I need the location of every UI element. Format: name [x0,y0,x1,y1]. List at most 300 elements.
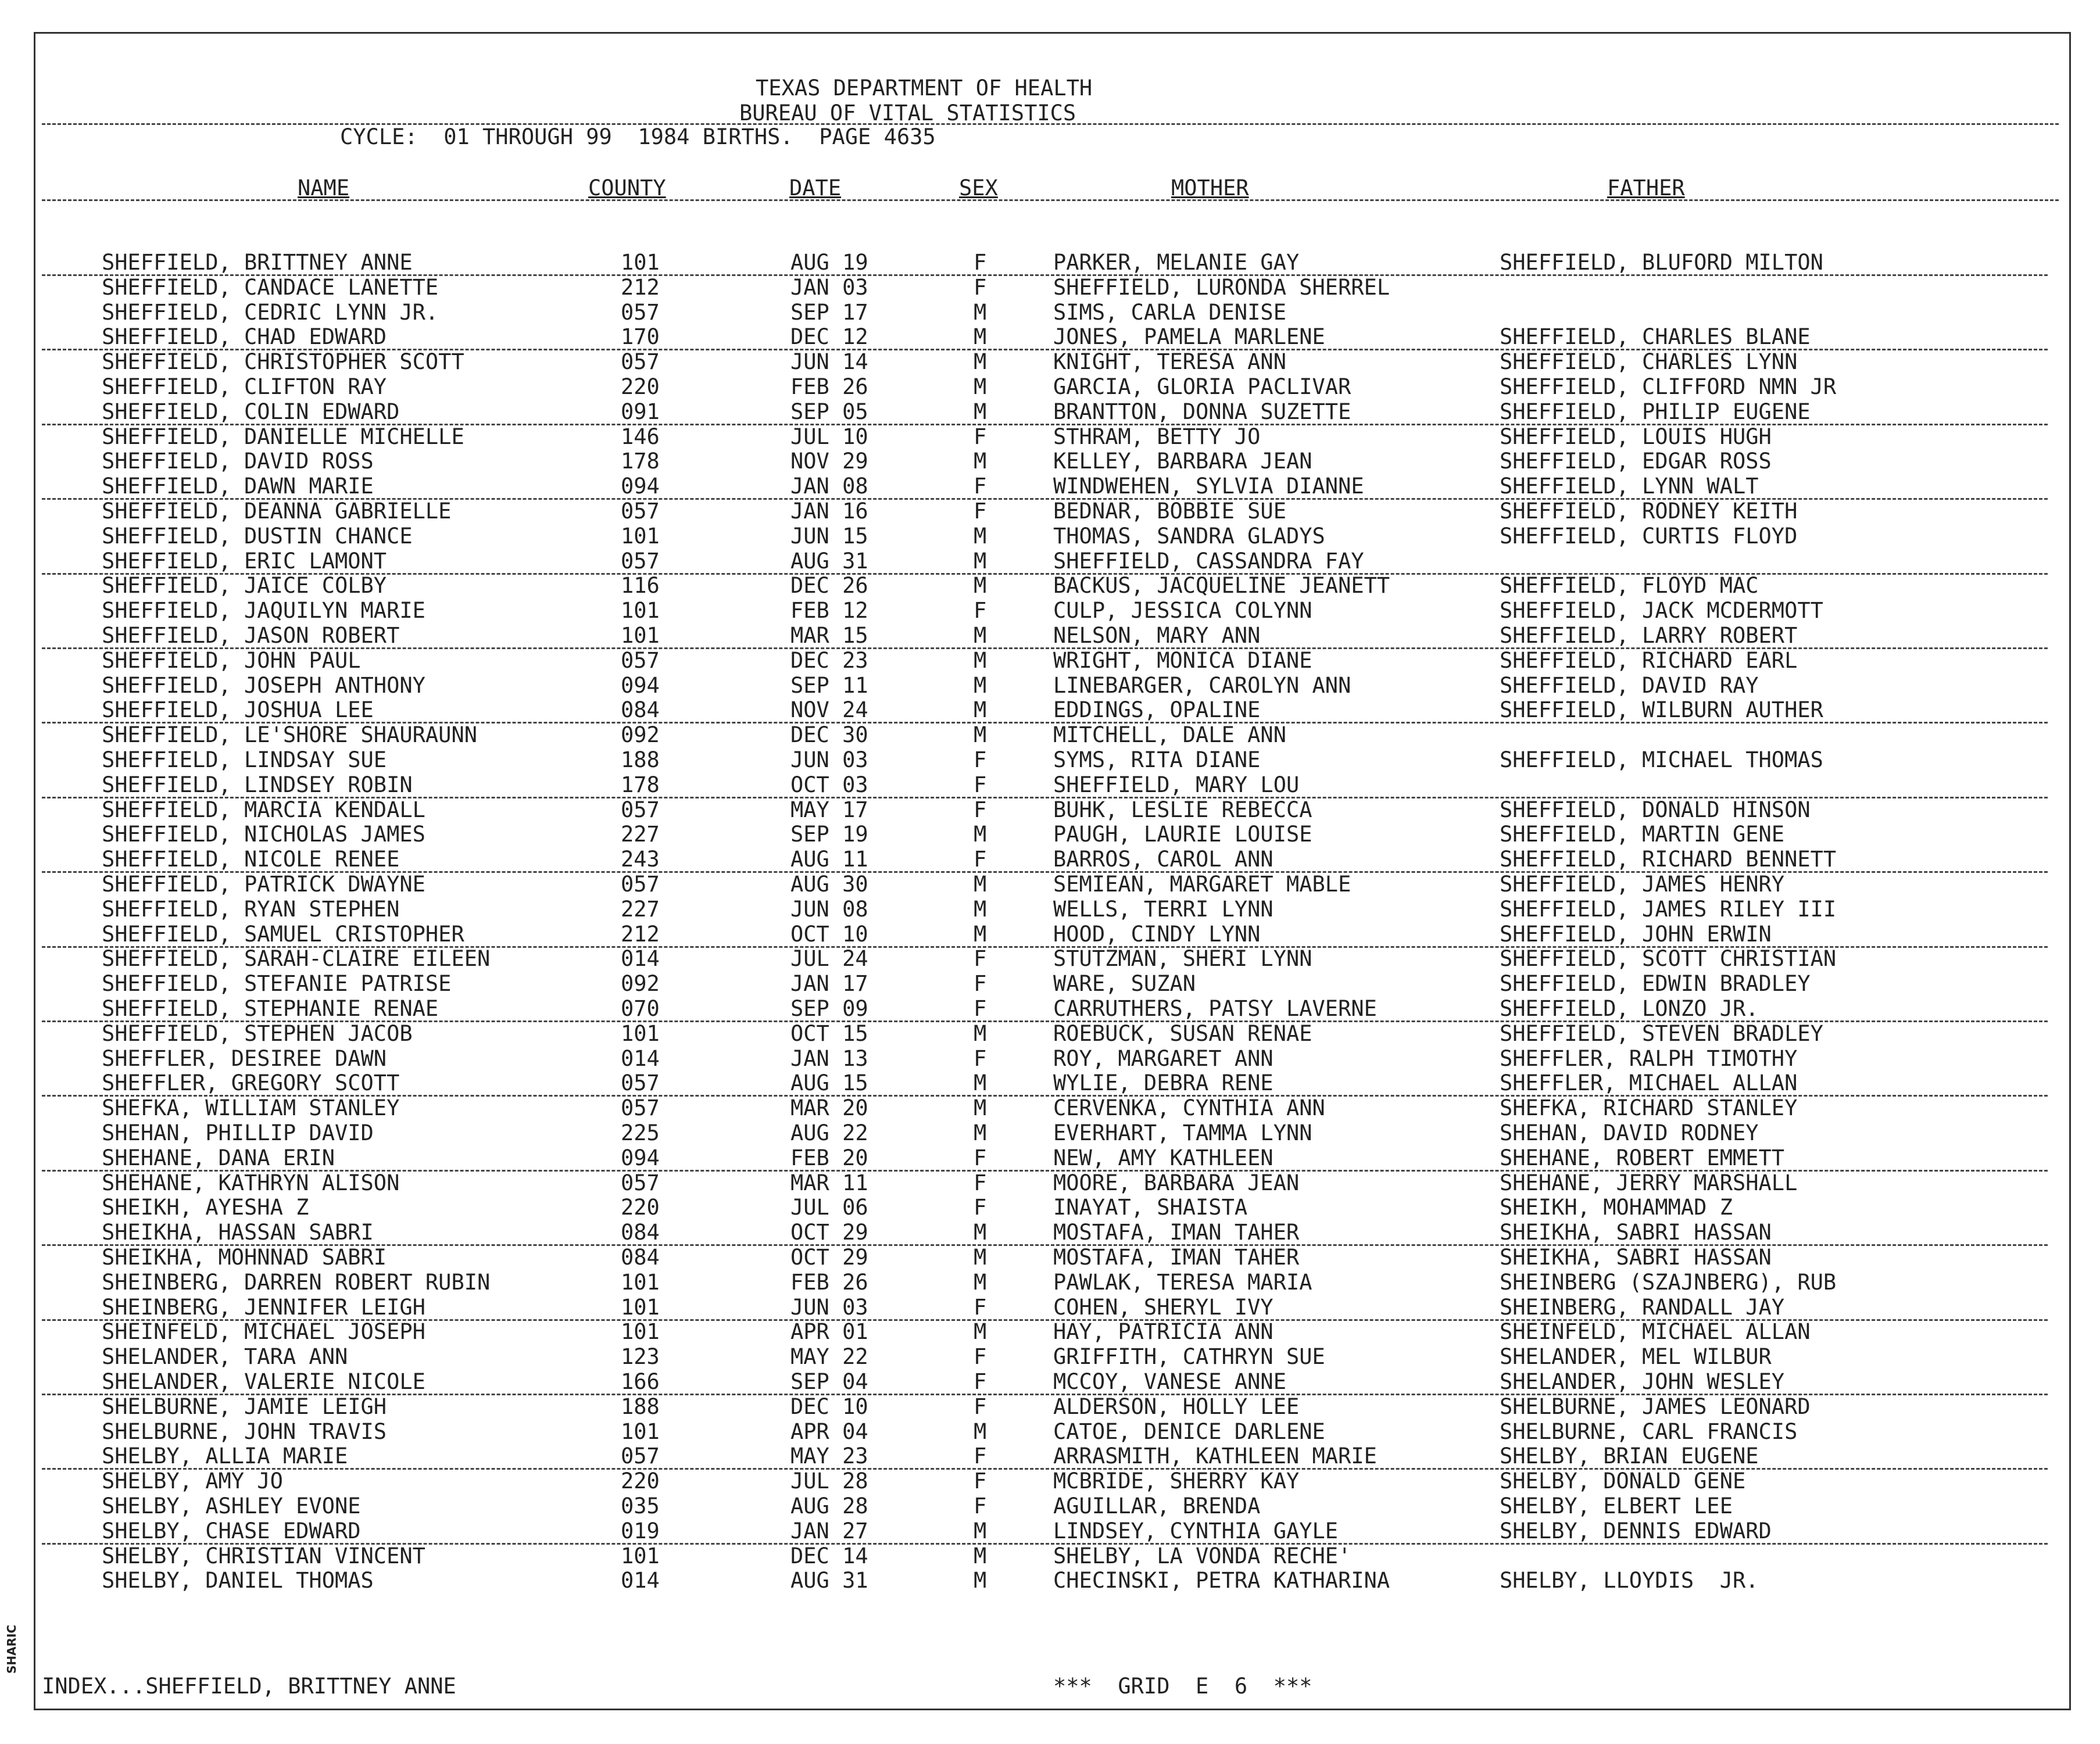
cell-date: AUG 11 [790,847,868,872]
cell-father: SHELBURNE, JAMES LEONARD [1500,1394,1811,1419]
cell-father: SHELANDER, JOHN WESLEY [1500,1369,1785,1394]
cell-name: SHEFFIELD, BRITTNEY ANNE [102,250,413,275]
cell-father: SHEFFIELD, JOHN ERWIN [1500,921,1772,947]
cell-father: SHEFFIELD, CHARLES LYNN [1500,349,1798,375]
cell-county: 116 [621,573,660,599]
cell-name: SHEIKH, AYESHA Z [102,1195,309,1220]
cell-county: 014 [621,1045,660,1071]
cell-sex: F [974,1045,987,1071]
table-row [0,922,2100,947]
cell-name: SHEHAN, PHILLIP DAVID [102,1120,374,1145]
cell-name: SHEFFIELD, STEPHANIE RENAE [102,996,439,1021]
table-row [0,374,2100,400]
cell-father: SHELBY, LLOYDIS JR. [1500,1568,1759,1593]
table-row [0,1295,2100,1320]
cell-name: SHEFFIELD, LINDSEY ROBIN [102,772,413,797]
cell-county: 188 [621,747,660,772]
cell-date: JAN 16 [790,499,868,524]
cell-mother: COHEN, SHERYL IVY [1053,1294,1273,1320]
cell-name: SHEFFIELD, MARCIA KENDALL [102,797,425,822]
table-row [0,1270,2100,1295]
table-row [0,697,2100,723]
cell-father: SHEIKH, MOHAMMAD Z [1500,1195,1733,1220]
cell-sex: F [974,797,987,822]
cell-sex: M [974,1245,987,1270]
cell-father: SHEFFIELD, CURTIS FLOYD [1500,523,1798,549]
cell-date: JAN 13 [790,1045,868,1071]
cell-father: SHEFFIELD, JAMES RILEY III [1500,896,1837,922]
cell-sex: F [974,1170,987,1195]
cell-name: SHEFKA, WILLIAM STANLEY [102,1095,400,1121]
cell-mother: PARKER, MELANIE GAY [1053,250,1300,275]
cell-father: SHEHANE, ROBERT EMMETT [1500,1145,1785,1170]
cell-sex: F [974,847,987,872]
cell-father: SHEFFIELD, EDGAR ROSS [1500,449,1772,474]
cell-sex: M [974,1120,987,1145]
table-row [0,1544,2100,1569]
cell-father: SHELBURNE, CARL FRANCIS [1500,1419,1798,1444]
cell-name: SHELANDER, TARA ANN [102,1344,348,1370]
cell-sex: F [974,996,987,1021]
cell-date: OCT 29 [790,1220,868,1245]
cell-sex: M [974,399,987,424]
cell-mother: LINDSEY, CYNTHIA GAYLE [1053,1518,1339,1544]
cell-date: JUL 28 [790,1469,868,1494]
cell-county: 092 [621,722,660,748]
cell-date: AUG 31 [790,1568,868,1593]
cell-mother: WYLIE, DEBRA RENE [1053,1070,1273,1096]
cell-father: SHEFFIELD, PHILIP EUGENE [1500,399,1811,424]
column-header-name: NAME [298,176,350,200]
cell-date: JUN 14 [790,349,868,375]
cell-date: DEC 23 [790,647,868,673]
cell-father: SHEFFIELD, MICHAEL THOMAS [1500,747,1823,772]
cell-county: 014 [621,1568,660,1593]
cell-sex: M [974,1518,987,1544]
cell-father: SHEFFIELD, EDWIN BRADLEY [1500,971,1811,997]
cell-county: 101 [621,1294,660,1320]
table-row [0,424,2100,450]
cell-mother: PAWLAK, TERESA MARIA [1053,1269,1312,1295]
cell-date: JAN 08 [790,474,868,499]
agency-title: TEXAS DEPARTMENT OF HEALTH [756,76,1093,101]
table-row [0,549,2100,574]
cell-sex: F [974,1195,987,1220]
cell-name: SHEFFIELD, PATRICK DWAYNE [102,872,425,897]
table-row [0,847,2100,872]
cell-sex: M [974,822,987,847]
cell-date: DEC 12 [790,324,868,350]
cell-name: SHEFFIELD, CHAD EDWARD [102,324,387,350]
table-row [0,349,2100,375]
cell-sex: F [974,598,987,624]
cell-sex: M [974,697,987,723]
table-row [0,648,2100,674]
cell-date: NOV 29 [790,449,868,474]
cell-mother: STHRAM, BETTY JO [1053,424,1261,449]
cell-sex: F [974,499,987,524]
cell-mother: SHELBY, LA VONDA RECHE' [1053,1543,1351,1568]
cell-county: 094 [621,474,660,499]
cell-county: 057 [621,349,660,375]
cell-date: DEC 30 [790,722,868,748]
table-row [0,797,2100,823]
cell-sex: F [974,772,987,797]
cell-county: 101 [621,1319,660,1345]
cell-sex: M [974,1543,987,1568]
cell-date: OCT 29 [790,1245,868,1270]
cell-name: SHEFFIELD, COLIN EDWARD [102,399,400,424]
cell-mother: HOOD, CINDY LYNN [1053,921,1261,947]
cell-sex: M [974,672,987,698]
table-row [0,524,2100,549]
cell-county: 101 [621,1020,660,1046]
cell-mother: WELLS, TERRI LYNN [1053,896,1273,922]
column-header-father: FATHER [1607,176,1685,200]
cell-sex: M [974,1319,987,1345]
cell-mother: WINDWEHEN, SYLVIA DIANNE [1053,474,1364,499]
cell-county: 084 [621,1245,660,1270]
cell-date: JAN 03 [790,274,868,300]
cell-county: 101 [621,1419,660,1444]
cell-sex: M [974,349,987,375]
cell-date: SEP 04 [790,1369,868,1394]
cell-father: SHEFFIELD, RODNEY KEITH [1500,499,1798,524]
table-row [0,300,2100,325]
table-row [0,1046,2100,1072]
table-row [0,1444,2100,1469]
table-row [0,673,2100,699]
cell-mother: WARE, SUZAN [1053,971,1196,997]
cell-county: 019 [621,1518,660,1544]
cell-county: 170 [621,324,660,350]
cell-county: 057 [621,299,660,325]
cell-father: SHEHANE, JERRY MARSHALL [1500,1170,1798,1195]
cell-name: SHEFFIELD, CHRISTOPHER SCOTT [102,349,464,375]
cell-county: 123 [621,1344,660,1370]
cell-date: SEP 19 [790,822,868,847]
cell-date: JAN 27 [790,1518,868,1544]
cell-mother: AGUILLAR, BRENDA [1053,1494,1261,1519]
cell-father: SHEFKA, RICHARD STANLEY [1500,1095,1798,1121]
cell-father: SHEFFIELD, DONALD HINSON [1500,797,1811,822]
cell-name: SHEINBERG, JENNIFER LEIGH [102,1294,425,1320]
cell-date: AUG 30 [790,872,868,897]
cell-county: 057 [621,499,660,524]
cell-mother: STUTZMAN, SHERI LYNN [1053,946,1312,972]
cell-mother: HAY, PATRICIA ANN [1053,1319,1273,1345]
cell-date: FEB 12 [790,598,868,624]
cell-county: 166 [621,1369,660,1394]
cell-sex: M [974,523,987,549]
cell-sex: M [974,1220,987,1245]
cell-father: SHEFFLER, RALPH TIMOTHY [1500,1045,1798,1071]
table-row [0,1220,2100,1245]
cell-county: 212 [621,274,660,300]
cell-mother: ROY, MARGARET ANN [1053,1045,1273,1071]
table-row [0,399,2100,425]
table-row [0,722,2100,748]
cell-mother: SEMIEAN, MARGARET MABLE [1053,872,1351,897]
cell-county: 091 [621,399,660,424]
cell-name: SHELBY, CHRISTIAN VINCENT [102,1543,425,1568]
cell-county: 227 [621,896,660,922]
cell-name: SHEFFIELD, SARAH-CLAIRE EILEEN [102,946,491,972]
cell-date: JUN 03 [790,1294,868,1320]
cell-father: SHELBY, DENNIS EDWARD [1500,1518,1772,1544]
cell-name: SHELANDER, VALERIE NICOLE [102,1369,425,1394]
cell-county: 220 [621,374,660,399]
cell-county: 084 [621,697,660,723]
cell-date: AUG 28 [790,1494,868,1519]
cell-county: 057 [621,1070,660,1096]
cell-county: 094 [621,672,660,698]
table-row [0,1344,2100,1370]
cell-sex: M [974,548,987,574]
cell-name: SHEFFIELD, JOSEPH ANTHONY [102,672,425,698]
table-row [0,1070,2100,1096]
cell-sex: M [974,449,987,474]
cell-name: SHEFFLER, DESIREE DAWN [102,1045,387,1071]
cell-mother: MITCHELL, DALE ANN [1053,722,1286,748]
cell-mother: BEDNAR, BOBBIE SUE [1053,499,1286,524]
cell-mother: GARCIA, GLORIA PACLIVAR [1053,374,1351,399]
table-row [0,1519,2100,1544]
table-row [0,1319,2100,1345]
cell-name: SHEFFIELD, CANDACE LANETTE [102,274,439,300]
cell-date: JUN 15 [790,523,868,549]
table-row [0,1394,2100,1420]
cell-name: SHEINBERG, DARREN ROBERT RUBIN [102,1269,491,1295]
table-row [0,1095,2100,1121]
cell-mother: INAYAT, SHAISTA [1053,1195,1248,1220]
cell-date: DEC 10 [790,1394,868,1419]
cell-mother: CERVENKA, CYNTHIA ANN [1053,1095,1325,1121]
cell-name: SHEFFIELD, DEANNA GABRIELLE [102,499,452,524]
cell-date: JUN 03 [790,747,868,772]
cell-sex: F [974,424,987,449]
cell-name: SHEHANE, DANA ERIN [102,1145,335,1170]
cell-sex: M [974,1419,987,1444]
cell-father: SHELANDER, MEL WILBUR [1500,1344,1772,1370]
column-header-mother: MOTHER [1171,176,1249,200]
cell-father: SHEFFLER, MICHAEL ALLAN [1500,1070,1798,1096]
table-row [0,872,2100,897]
cell-date: SEP 05 [790,399,868,424]
cell-father: SHEFFIELD, LONZO JR. [1500,996,1759,1021]
cell-father: SHEFFIELD, CHARLES BLANE [1500,324,1811,350]
cell-father: SHELBY, ELBERT LEE [1500,1494,1733,1519]
cell-sex: F [974,250,987,275]
cell-county: 220 [621,1469,660,1494]
cell-sex: F [974,971,987,997]
cell-name: SHEFFIELD, SAMUEL CRISTOPHER [102,921,464,947]
cell-name: SHEFFIELD, JAQUILYN MARIE [102,598,425,624]
cell-county: 212 [621,921,660,947]
table-row [0,573,2100,599]
cell-date: APR 04 [790,1419,868,1444]
table-row [0,250,2100,275]
cell-sex: F [974,1344,987,1370]
cell-sex: M [974,1568,987,1593]
cell-father: SHELBY, BRIAN EUGENE [1500,1444,1759,1469]
cell-date: AUG 19 [790,250,868,275]
cell-mother: PAUGH, LAURIE LOUISE [1053,822,1312,847]
table-row [0,623,2100,649]
cell-mother: BACKUS, JACQUELINE JEANETT [1053,573,1390,599]
table-row [0,1494,2100,1519]
cell-mother: JONES, PAMELA MARLENE [1053,324,1325,350]
cell-sex: M [974,623,987,648]
cell-county: 227 [621,822,660,847]
cell-county: 243 [621,847,660,872]
cell-name: SHEFFIELD, JOHN PAUL [102,647,361,673]
cell-name: SHEFFIELD, CLIFTON RAY [102,374,387,399]
cell-name: SHEFFIELD, JOSHUA LEE [102,697,374,723]
cell-sex: F [974,1494,987,1519]
cell-date: JUN 08 [790,896,868,922]
table-row [0,1568,2100,1593]
cell-mother: MCBRIDE, SHERRY KAY [1053,1469,1300,1494]
cell-county: 188 [621,1394,660,1419]
column-header-sex: SEX [959,176,998,200]
table-row [0,598,2100,624]
cell-name: SHEFFLER, GREGORY SCOTT [102,1070,400,1096]
cell-name: SHEFFIELD, STEFANIE PATRISE [102,971,452,997]
table-row [0,897,2100,922]
cell-sex: F [974,747,987,772]
cell-date: MAR 20 [790,1095,868,1121]
cell-mother: SHEFFIELD, MARY LOU [1053,772,1300,797]
cell-mother: ALDERSON, HOLLY LEE [1053,1394,1300,1419]
cell-date: SEP 09 [790,996,868,1021]
cell-mother: NELSON, MARY ANN [1053,623,1261,648]
cell-name: SHELBURNE, JOHN TRAVIS [102,1419,387,1444]
cell-name: SHEFFIELD, STEPHEN JACOB [102,1020,413,1046]
cell-father: SHEHAN, DAVID RODNEY [1500,1120,1759,1145]
cell-mother: GRIFFITH, CATHRYN SUE [1053,1344,1325,1370]
cell-date: MAY 22 [790,1344,868,1370]
cell-mother: BARROS, CAROL ANN [1053,847,1273,872]
cell-date: MAY 23 [790,1444,868,1469]
cell-sex: F [974,1469,987,1494]
cell-mother: ARRASMITH, KATHLEEN MARIE [1053,1444,1377,1469]
cell-county: 057 [621,548,660,574]
cell-father: SHEINFELD, MICHAEL ALLAN [1500,1319,1811,1345]
cell-name: SHELBURNE, JAMIE LEIGH [102,1394,387,1419]
cell-county: 057 [621,797,660,822]
table-row [0,1021,2100,1047]
cell-mother: BRANTTON, DONNA SUZETTE [1053,399,1351,424]
cell-name: SHELBY, CHASE EDWARD [102,1518,361,1544]
cell-name: SHEFFIELD, DAVID ROSS [102,449,374,474]
cell-father: SHEFFIELD, JAMES HENRY [1500,872,1785,897]
cell-sex: M [974,896,987,922]
cell-sex: M [974,374,987,399]
cell-date: AUG 15 [790,1070,868,1096]
table-row [0,822,2100,847]
cell-sex: M [974,1070,987,1096]
cell-mother: EVERHART, TAMMA LYNN [1053,1120,1312,1145]
cell-county: 092 [621,971,660,997]
table-row [0,1469,2100,1494]
cell-name: SHEFFIELD, DANIELLE MICHELLE [102,424,464,449]
cell-father: SHEIKHA, SABRI HASSAN [1500,1245,1772,1270]
cell-county: 101 [621,1543,660,1568]
cell-mother: EDDINGS, OPALINE [1053,697,1261,723]
cell-sex: F [974,946,987,972]
cell-sex: F [974,1294,987,1320]
cell-date: AUG 22 [790,1120,868,1145]
cell-father: SHEFFIELD, RICHARD EARL [1500,647,1798,673]
cell-county: 178 [621,449,660,474]
cell-father: SHEFFIELD, LYNN WALT [1500,474,1759,499]
table-row [0,1120,2100,1146]
cell-county: 057 [621,647,660,673]
side-tag: SHARIC [5,1624,19,1674]
cell-county: 101 [621,250,660,275]
cell-mother: MOSTAFA, IMAN TAHER [1053,1220,1300,1245]
cell-father: SHEFFIELD, BLUFORD MILTON [1500,250,1823,275]
cell-name: SHEIKHA, HASSAN SABRI [102,1220,374,1245]
cell-name: SHEIKHA, MOHNNAD SABRI [102,1245,387,1270]
cell-sex: F [974,1394,987,1419]
cell-date: DEC 26 [790,573,868,599]
cell-county: 101 [621,1269,660,1295]
cell-date: NOV 24 [790,697,868,723]
cell-county: 101 [621,523,660,549]
cell-sex: M [974,722,987,748]
cell-date: AUG 31 [790,548,868,574]
cell-mother: CHECINSKI, PETRA KATHARINA [1053,1568,1390,1593]
table-row [0,275,2100,300]
cell-county: 084 [621,1220,660,1245]
cell-county: 014 [621,946,660,972]
cell-mother: LINEBARGER, CAROLYN ANN [1053,672,1351,698]
cell-mother: ROEBUCK, SUSAN RENAE [1053,1020,1312,1046]
grid-footer: *** GRID E 6 *** [1053,1674,1312,1699]
cell-county: 101 [621,598,660,624]
column-header-date: DATE [789,176,842,200]
cell-father: SHEINBERG, RANDALL JAY [1500,1294,1785,1320]
table-row [0,971,2100,997]
table-row [0,1245,2100,1270]
cell-mother: KELLEY, BARBARA JEAN [1053,449,1312,474]
cell-mother: SHEFFIELD, LURONDA SHERREL [1053,274,1390,300]
cell-sex: M [974,1269,987,1295]
cell-mother: BUHK, LESLIE REBECCA [1053,797,1312,822]
column-header-rule [42,199,2059,201]
table-row [0,946,2100,972]
cell-name: SHELBY, ASHLEY EVONE [102,1494,361,1519]
table-row [0,1145,2100,1171]
cell-father: SHEFFIELD, LARRY ROBERT [1500,623,1798,648]
cell-county: 178 [621,772,660,797]
cell-sex: M [974,573,987,599]
cell-name: SHEFFIELD, NICHOLAS JAMES [102,822,425,847]
cell-mother: MOORE, BARBARA JEAN [1053,1170,1300,1195]
cell-mother: SHEFFIELD, CASSANDRA FAY [1053,548,1364,574]
cell-date: JUL 24 [790,946,868,972]
cell-county: 057 [621,1444,660,1469]
table-row [0,474,2100,499]
cell-name: SHEINFELD, MICHAEL JOSEPH [102,1319,425,1345]
table-row [0,747,2100,773]
cell-date: JAN 17 [790,971,868,997]
cell-name: SHEHANE, KATHRYN ALISON [102,1170,400,1195]
bureau-title: BUREAU OF VITAL STATISTICS [739,101,1076,126]
cell-sex: M [974,872,987,897]
